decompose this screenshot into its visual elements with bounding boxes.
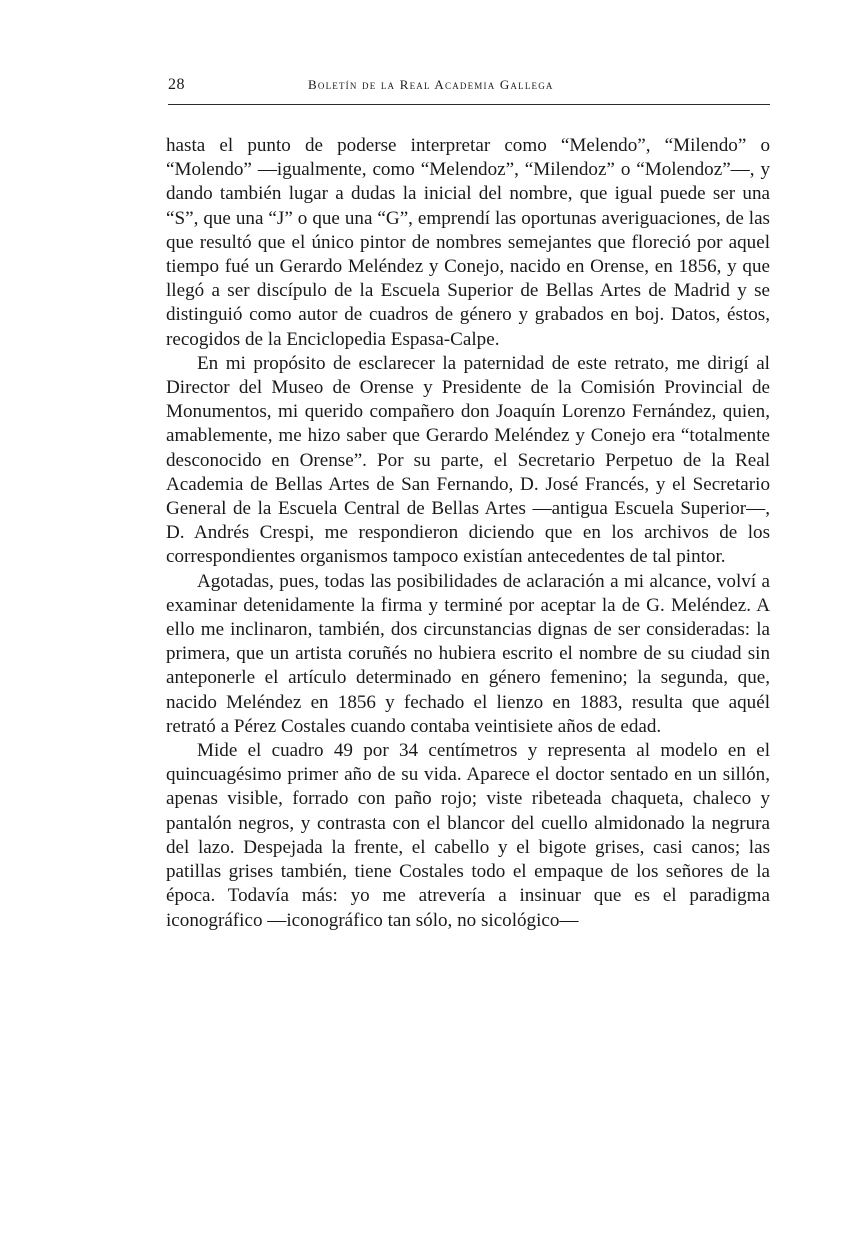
paragraph: Mide el cuadro 49 por 34 centímetros y representa al modelo en el quincuagésimo primer año de su vida. Aparece el doctor sentado en un sillón, apenas visible, forrado con paño rojo; viste ribeteada chaqueta, chaleco y pantalón negros, y contrasta con el blancor del cuello almidonado la negrura del lazo. Despejada la frente, el cabello y el bigote grises, casi canos; las patillas grises también, tiene Costales todo el empaque de los señores de la época. Todavía más: yo me atrevería a insinuar que es el paradigma iconográfico —iconográfico tan sólo, no sicológico—	[166, 740, 770, 931]
header-rule	[168, 104, 770, 105]
paragraph: hasta el punto de poderse interpretar como “Melendo”, “Milendo” o “Molendo” —igualmente, como “Melendoz”, “Milendoz” o “Molendoz”—, y dando también lugar a dudas la inicial del nombre, que igual puede ser una “S”, que una “J” o que una “G”, emprendí las oportunas averiguaciones, de las que resultó que el único pintor de nombres semejantes que floreció por aquel tiempo fué un Gerardo Meléndez y Conejo, nacido en Orense, en 1856, y que llegó a ser discípulo de la Escuela Superior de Bellas Artes de Madrid y se distinguió como autor de cuadros de género y grabados en boj. Datos, éstos, recogidos de la Enciclopedia Espasa-Calpe.	[166, 135, 770, 350]
paragraph: Agotadas, pues, todas las posibilidades de aclaración a mi alcance, volví a examinar detenidamente la firma y terminé por aceptar la de G. Meléndez. A ello me inclinaron, también, dos circunstancias dignas de ser consideradas: la primera, que un artista coruñés no hubiera escrito el nombre de su ciudad sin anteponerle el artículo determinado en género femenino; la segunda, que, nacido Meléndez en 1856 y fechado el lienzo en 1883, resulta que aquél retrató a Pérez Costales cuando contaba veintisiete años de edad.	[166, 570, 770, 737]
body-text	[166, 134, 770, 933]
page-header	[168, 76, 770, 98]
running-title: Boletín de la Real Academia Gallega	[308, 77, 554, 92]
paragraph: En mi propósito de esclarecer la paternidad de este retrato, me dirigí al Director del Museo de Orense y Presidente de la Comisión Provincial de Monumentos, mi querido compañero don Joaquín Lorenzo Fernández, quien, amablemente, me hizo saber que Gerardo Meléndez y Conejo era “totalmente desconocido en Orense”. Por su parte, el Secretario Perpetuo de la Real Academia de Bellas Artes de San Fernando, D. José Francés, y el Secretario General de la Escuela Central de Bellas Artes —antigua Escuela Superior—, D. Andrés Crespi, me respondieron diciendo que en los archivos de los correspondientes organismos tampoco existían antecedentes de tal pintor.	[166, 352, 770, 568]
page-number: 28	[168, 76, 185, 93]
